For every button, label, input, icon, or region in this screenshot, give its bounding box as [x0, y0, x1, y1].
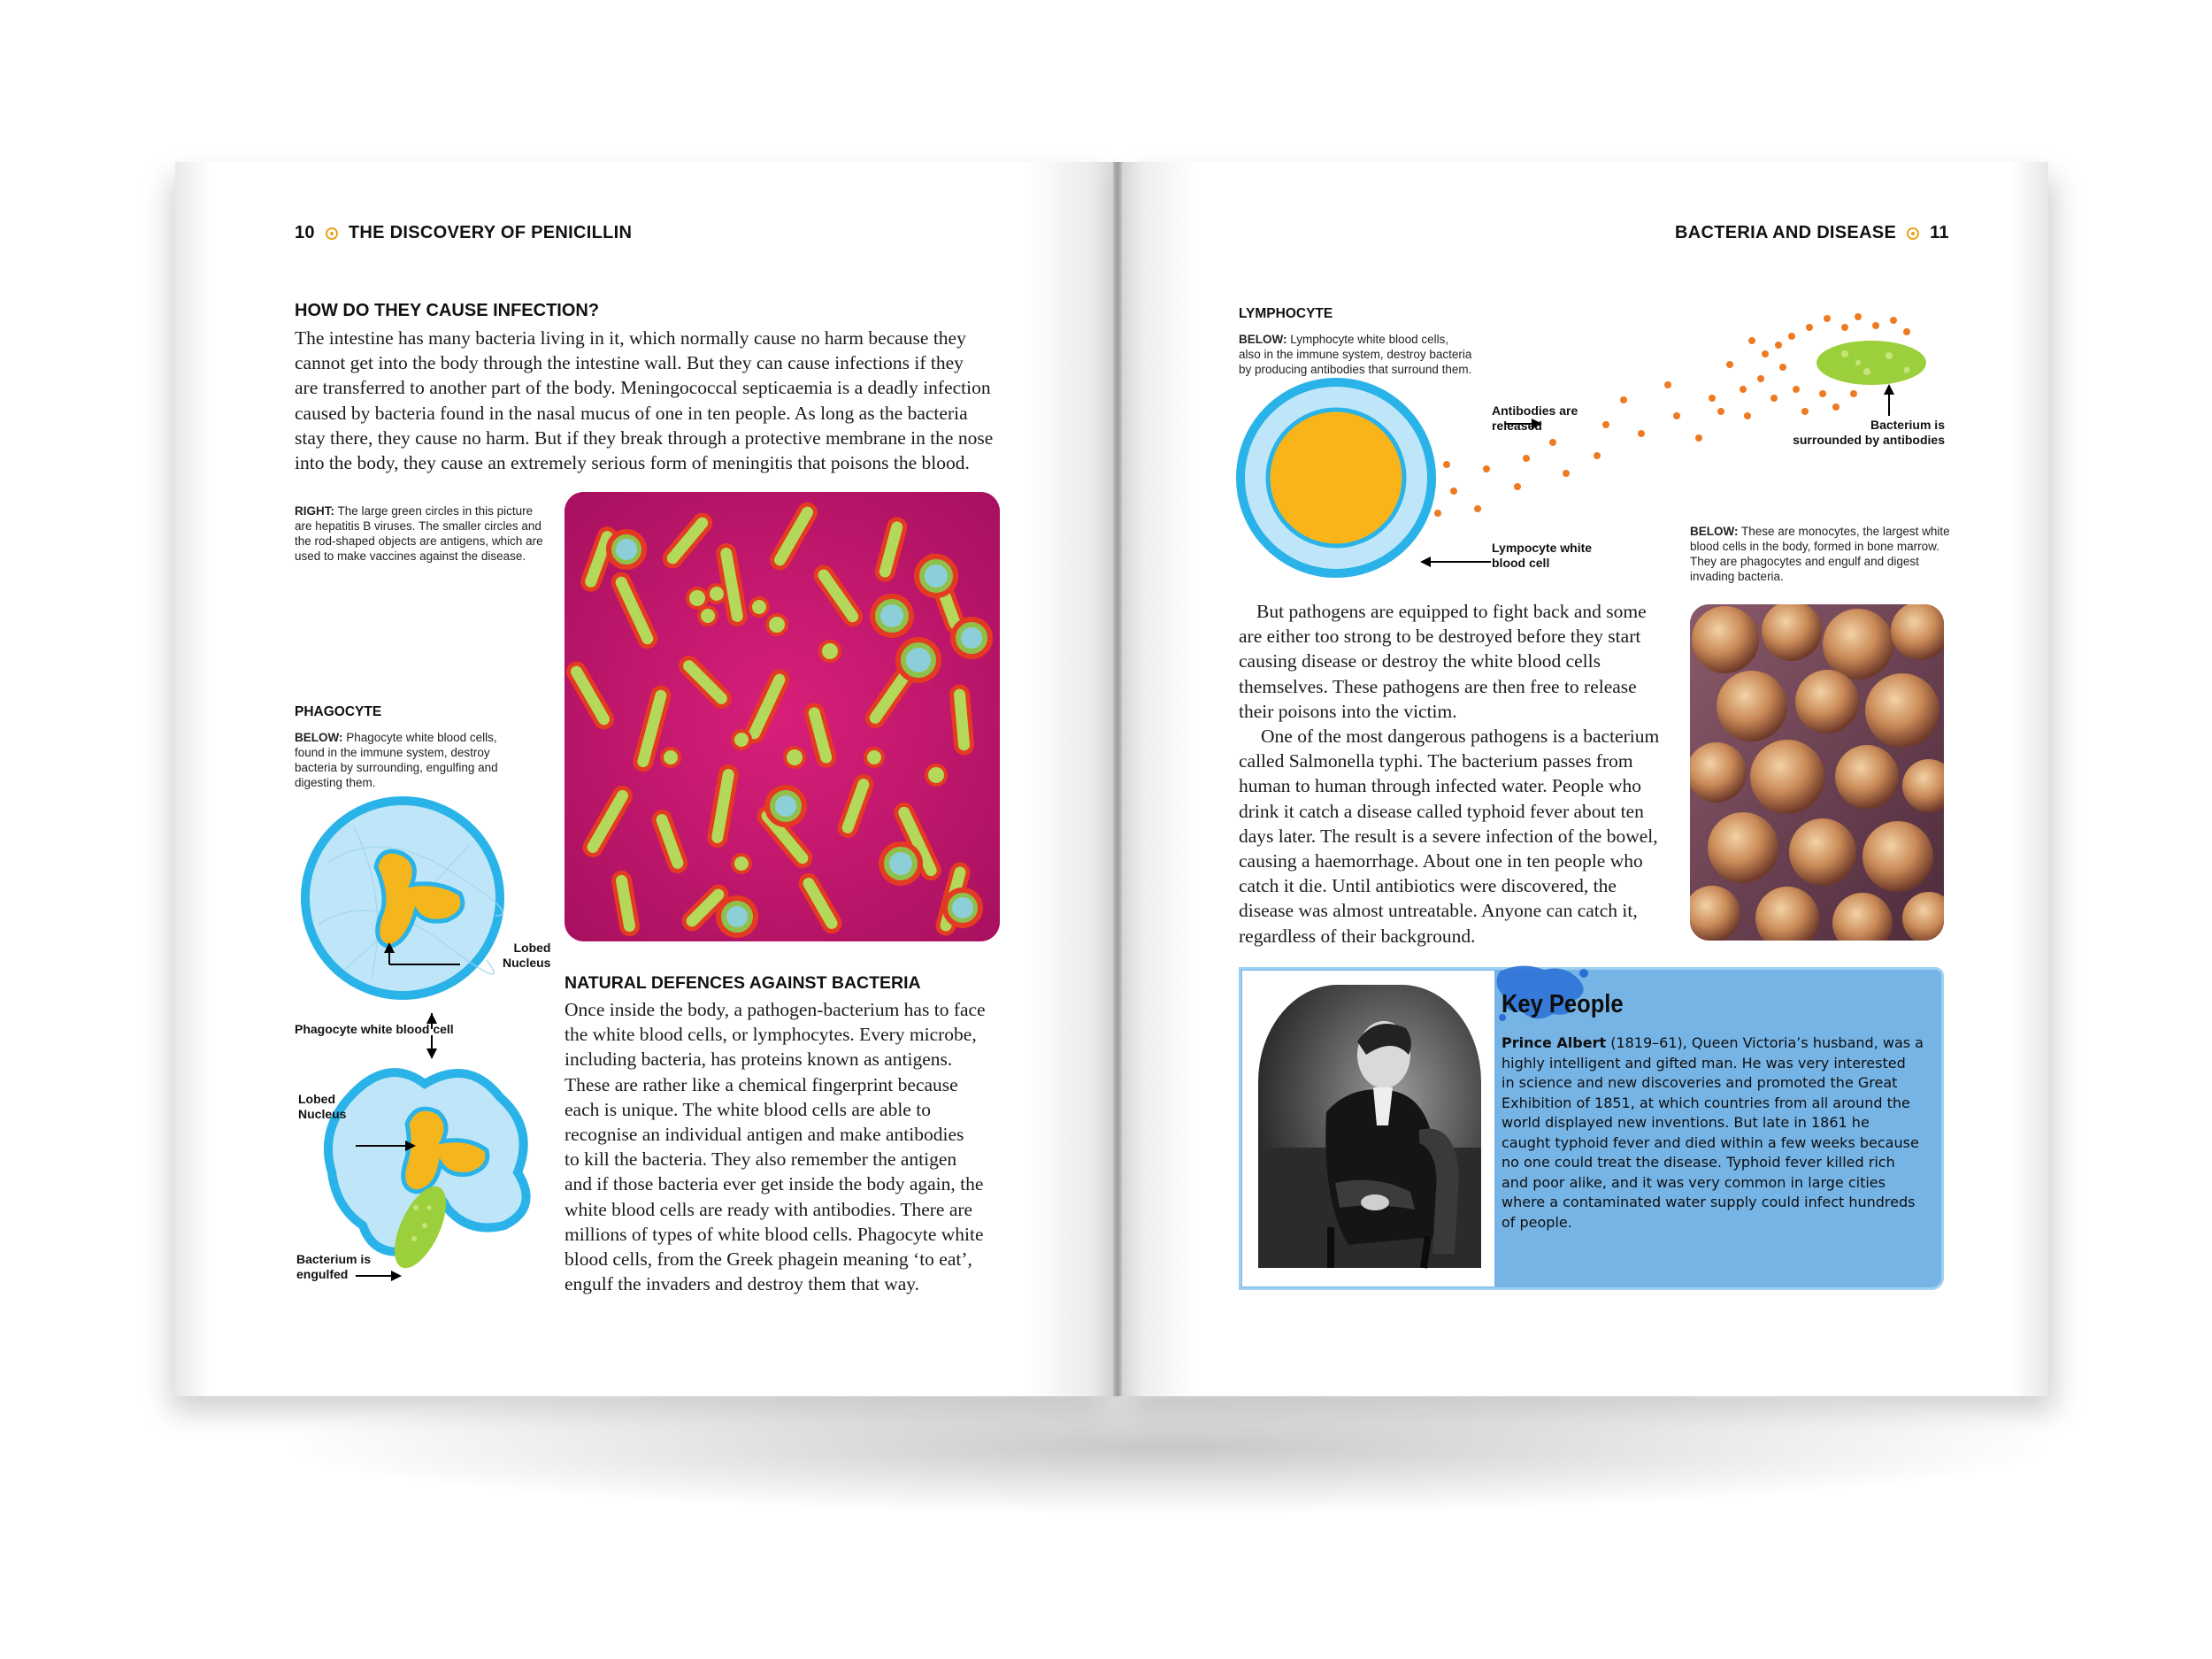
infection-heading: HOW DO THEY CAUSE INFECTION? [295, 301, 600, 320]
text-line: into the body, they cause an extremely serious form of meningitis that poisons the blood. [295, 452, 970, 474]
label-line: blood cell [1492, 556, 1550, 570]
text-line: caused by bacteria found in the nasal mucus of one in ten people. As long as the bacteria [295, 402, 968, 424]
text-line: caught typhoid fever and died within a few weeks because [1502, 1133, 1919, 1151]
label-line: engulfed [296, 1267, 349, 1281]
surrounded-bacterium [1816, 341, 1926, 385]
text-line: causing a haemorrhage. About one in ten people who [1239, 850, 1643, 872]
book-spine [1113, 162, 1122, 1396]
caption-lead: BELOW: [1239, 333, 1287, 346]
prince-albert-portrait [1242, 971, 1494, 1286]
phagocyte-cell-label: Phagocyte white blood cell [295, 1022, 454, 1036]
text-line: are either too strong to be destroyed before they start [1239, 626, 1641, 648]
caption-lead: RIGHT: [295, 504, 334, 518]
key-people-text [1502, 1033, 1937, 1233]
left-running-head [295, 223, 632, 243]
lobed-nucleus-label-2 [298, 1092, 346, 1122]
text-line: themselves. These pathogens are then free to release [1239, 675, 1637, 697]
antibodies-released-label [1492, 403, 1578, 434]
infection-text [295, 326, 1000, 475]
label-line: Lobed [298, 1092, 335, 1106]
text-line: engulf the invaders and destroy them that way. [565, 1273, 920, 1295]
text-line: including bacteria, has proteins known as antigens. [565, 1048, 953, 1071]
text-line: where a contaminated water supply could infect hundreds [1502, 1194, 1916, 1210]
monocyte-illustration [1690, 604, 1944, 941]
text-line: are transferred to another part of the body. Meningococcal septicaemia is a deadly infection [295, 377, 991, 399]
text-line: Exhibition of 1851, at which countries from all around the [1502, 1094, 1910, 1111]
text-line: to kill the bacteria. They also remember the antigen [565, 1148, 957, 1171]
text-line: catch it die. Until antibiotics were discovered, the [1239, 875, 1617, 897]
right-page-number: 11 [1930, 223, 1949, 242]
text-line: in science and new discoveries and promoted the Great [1502, 1074, 1898, 1091]
key-people-title: Key People [1502, 990, 1624, 1018]
text-line: each is unique. The white blood cells are able to [565, 1098, 931, 1120]
text-line [1502, 1033, 1937, 1054]
bacterium-engulfed-label [296, 1252, 371, 1282]
bacterium-surrounded-label [1724, 418, 1945, 448]
text-line: regardless of their background. [1239, 925, 1476, 947]
bullet-icon [326, 227, 338, 240]
caption-text: Phagocyte white blood cells, found in the immune system, destroy bacteria by surrounding, engulfing and digesting them. [295, 731, 498, 789]
text-line: world displayed new inventions. But late in 1861 he [1502, 1114, 1870, 1131]
right-running-head [1675, 223, 1949, 243]
text-line: disease was almost untreatable. Anyone can catch it, [1239, 900, 1638, 922]
lobed-nucleus-label-1 [503, 941, 550, 971]
text-line: and if those bacteria ever get inside the body again, the [565, 1173, 984, 1195]
text-line: no one could treat the disease. Typhoid fever killed rich [1502, 1154, 1895, 1171]
label-line: Nucleus [298, 1107, 347, 1121]
bullet-icon [1907, 227, 1919, 240]
text-line: and poor alike, and it was very common in large cities [1502, 1173, 1886, 1191]
caption-line: also in the immune system, destroy bacteria [1239, 348, 1472, 361]
right-running-title: BACTERIA AND DISEASE [1675, 223, 1897, 242]
text-line: the white blood cells, or lymphocytes. Every microbe, [565, 1024, 977, 1046]
monocyte-caption [1690, 524, 1951, 584]
text-line: Once inside the body, a pathogen-bacterium has to face [565, 999, 986, 1020]
text-fragment: (1819–61), Queen Victoria’s husband, was a [1606, 1034, 1924, 1051]
left-running-title: THE DISCOVERY OF PENICILLIN [348, 223, 633, 242]
text-line: These are rather like a chemical fingerprint because [565, 1073, 958, 1095]
text-line: stay there, they cause no harm. But if they break through a protective membrane in the nose [295, 426, 994, 449]
phagocyte-title: PHAGOCYTE [295, 704, 382, 719]
left-page-number: 10 [295, 223, 315, 242]
label-line: Bacterium is [296, 1252, 372, 1266]
text-line: days later. The result is a severe infection of the bowel, [1239, 825, 1658, 847]
label-line: Lympocyte white [1492, 541, 1593, 555]
caption-text: Lymphocyte white blood cells, [1290, 333, 1449, 346]
text-line: human to human through infected water. People who [1239, 775, 1641, 797]
text-line: blood cells, from the Greek phagein meaning ‘to eat’, [565, 1248, 972, 1271]
defences-heading: NATURAL DEFENCES AGAINST BACTERIA [565, 973, 921, 993]
label-line: surrounded by antibodies [1793, 433, 1945, 447]
text-line: white blood cells are ready with antibodies. There are [565, 1198, 973, 1220]
text-line: causing disease or destroy the white blood cells [1239, 650, 1601, 672]
phagocyte-diagram [292, 792, 557, 1305]
virus-illustration [565, 492, 1000, 941]
text-line: The intestine has many bacteria living in it, which normally cause no harm because they [295, 327, 966, 349]
caption-lead: BELOW: [295, 731, 343, 744]
caption-lead: BELOW: [1690, 525, 1739, 538]
hepatitis-virus-image [565, 492, 1000, 941]
text-line: cannot get into the body through the intestine wall. But they can cause infections if they [295, 352, 964, 374]
text-line: called Salmonella typhi. The bacterium passes from [1239, 750, 1633, 772]
text-line: their poisons into the victim. [1239, 700, 1457, 722]
text-line: recognise an individual antigen and make antibodies [565, 1124, 964, 1146]
phagocyte-caption [295, 730, 526, 790]
hepatitis-caption [295, 503, 549, 564]
lymphocyte-title: LYMPHOCYTE [1239, 306, 1333, 321]
book-shadow [292, 1380, 2044, 1513]
pathogens-text [1239, 599, 1674, 949]
caption-text: The large green circles in this picture are hepatitis B viruses. The smaller circles and the rod-shaped objects are antigens, which are used to make vaccines against the disease. [295, 504, 543, 563]
text-line: of people. [1502, 1213, 1572, 1231]
label-line: Bacterium is [1870, 418, 1945, 432]
text-line: One of the most dangerous pathogens is a bacterium [1261, 726, 1660, 748]
label-line: Nucleus [503, 956, 551, 970]
defences-text [565, 997, 1000, 1296]
lymphocyte-nucleus [1268, 410, 1404, 546]
text-line: But pathogens are equipped to fight back and some [1256, 601, 1647, 622]
monocytes-image [1690, 604, 1944, 941]
label-line: Antibodies are [1492, 403, 1578, 418]
lymphocyte-cell-label [1492, 541, 1592, 571]
label-line: released [1492, 419, 1542, 433]
text-line: millions of types of white blood cells. Phagocyte white [565, 1223, 984, 1245]
caption-text: These are monocytes, the largest white blood cells in the body, formed in bone marrow. They are phagocytes and engulf and digest invading bacteria. [1690, 525, 1950, 583]
prince-albert-portrait-frame [1242, 971, 1494, 1286]
text-line: drink it catch a disease called typhoid fever about ten [1239, 800, 1644, 822]
person-name: Prince Albert [1502, 1034, 1607, 1051]
caption-line: by producing antibodies that surround them. [1239, 363, 1472, 376]
text-line: highly intelligent and gifted man. He was very interested [1502, 1054, 1906, 1071]
label-line: Lobed [513, 941, 551, 955]
